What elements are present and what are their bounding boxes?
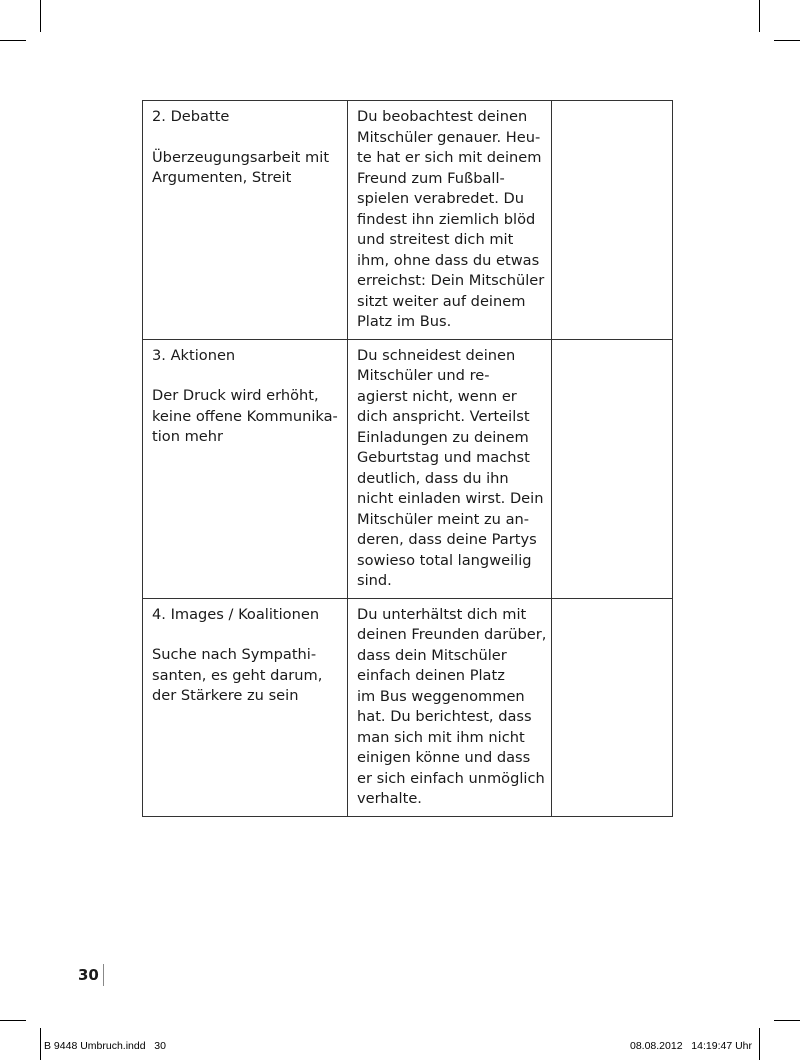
stage-cell xyxy=(143,598,348,816)
text-line: erreichst: Dein Mitschüler xyxy=(357,272,545,289)
text-line: verhalte. xyxy=(357,790,422,807)
table-row xyxy=(143,101,673,340)
crop-mark xyxy=(774,1020,800,1021)
stage-cell xyxy=(143,101,348,340)
example-cell xyxy=(348,598,552,816)
note-cell xyxy=(552,101,673,340)
text-line: Du unterhältst dich mit xyxy=(357,605,527,623)
text-line: sind. xyxy=(357,572,392,589)
text-line: sitzt weiter auf deinem xyxy=(357,292,526,310)
text-line: Platz im Bus. xyxy=(357,313,452,330)
stage-description xyxy=(152,645,340,707)
text-line: der Stärkere zu sein xyxy=(152,687,299,704)
text-line: Argumenten, Streit xyxy=(152,169,292,186)
note-cell xyxy=(552,339,673,598)
crop-mark xyxy=(759,0,760,32)
text-line: Der Druck wird erhöht, xyxy=(152,387,319,404)
stage-title: 4. Images / Koalitionen xyxy=(152,605,320,623)
text-line: er sich einfach unmöglich xyxy=(357,769,545,787)
text-line: tion mehr xyxy=(152,428,224,445)
text-line: deren, dass deine Partys xyxy=(357,531,537,548)
text-line: Mitschüler genauer. Heu- xyxy=(357,128,541,146)
stage-cell xyxy=(143,339,348,598)
text-line: Suche nach Sympathi- xyxy=(152,646,317,663)
print-slug-file: B 9448 Umbruch.indd 30 xyxy=(44,1040,166,1052)
text-line: dich anspricht. Verteilst xyxy=(357,408,530,425)
crop-mark xyxy=(40,0,41,32)
text-line: und streitest dich mit xyxy=(357,231,514,248)
text-line: im Bus weggenommen xyxy=(357,687,525,705)
text-line: Du schneidest deinen xyxy=(357,346,516,364)
text-line: Geburtstag und machst xyxy=(357,449,530,466)
table-row xyxy=(143,339,673,598)
text-line: Mitschüler und re- xyxy=(357,367,490,384)
crop-mark xyxy=(40,1028,41,1060)
note-cell xyxy=(552,598,673,816)
print-slug-timestamp: 08.08.2012 14:19:47 Uhr xyxy=(629,1040,752,1052)
text-line: Überzeugungsarbeit mit xyxy=(152,148,330,166)
crop-mark xyxy=(774,40,800,41)
example-cell xyxy=(348,339,552,598)
page-number: 30 xyxy=(78,966,99,984)
table-row xyxy=(143,598,673,816)
text-line: spielen verabredet. Du xyxy=(357,190,525,207)
text-line: Du beobachtest deinen xyxy=(357,108,528,125)
text-line: deutlich, dass du ihn xyxy=(357,469,509,487)
text-line: ihm, ohne dass du etwas xyxy=(357,251,540,269)
crop-mark xyxy=(0,1020,26,1021)
page-number-divider xyxy=(103,964,104,986)
text-line: einigen könne und dass xyxy=(357,749,531,766)
stage-title: 3. Aktionen xyxy=(152,346,236,364)
crop-mark xyxy=(759,1028,760,1060)
example-cell xyxy=(348,101,552,340)
conflict-stages-table xyxy=(142,100,673,817)
text-line: man sich mit ihm nicht xyxy=(357,728,525,746)
stage-title: 2. Debatte xyxy=(152,108,230,125)
text-line: santen, es geht darum, xyxy=(152,666,323,684)
text-line: nicht einladen wirst. Dein xyxy=(357,490,544,507)
text-line: agierst nicht, wenn er xyxy=(357,387,517,405)
text-line: dass dein Mitschüler xyxy=(357,646,507,664)
text-line: Freund zum Fußball- xyxy=(357,169,505,187)
text-line: einfach deinen Platz xyxy=(357,667,505,684)
text-line: hat. Du berichtest, dass xyxy=(357,708,532,725)
text-line: findest ihn ziemlich blöd xyxy=(357,210,536,228)
text-line: Einladungen zu deinem xyxy=(357,428,529,446)
text-line: sowieso total langweilig xyxy=(357,551,532,569)
text-line: deinen Freunden darüber, xyxy=(357,626,547,643)
text-line: keine offene Kommunika- xyxy=(152,407,338,425)
stage-description xyxy=(152,148,340,189)
stage-description xyxy=(152,386,340,448)
text-line: Mitschüler meint zu an- xyxy=(357,510,530,528)
text-line: te hat er sich mit deinem xyxy=(357,149,542,166)
crop-mark xyxy=(0,40,26,41)
